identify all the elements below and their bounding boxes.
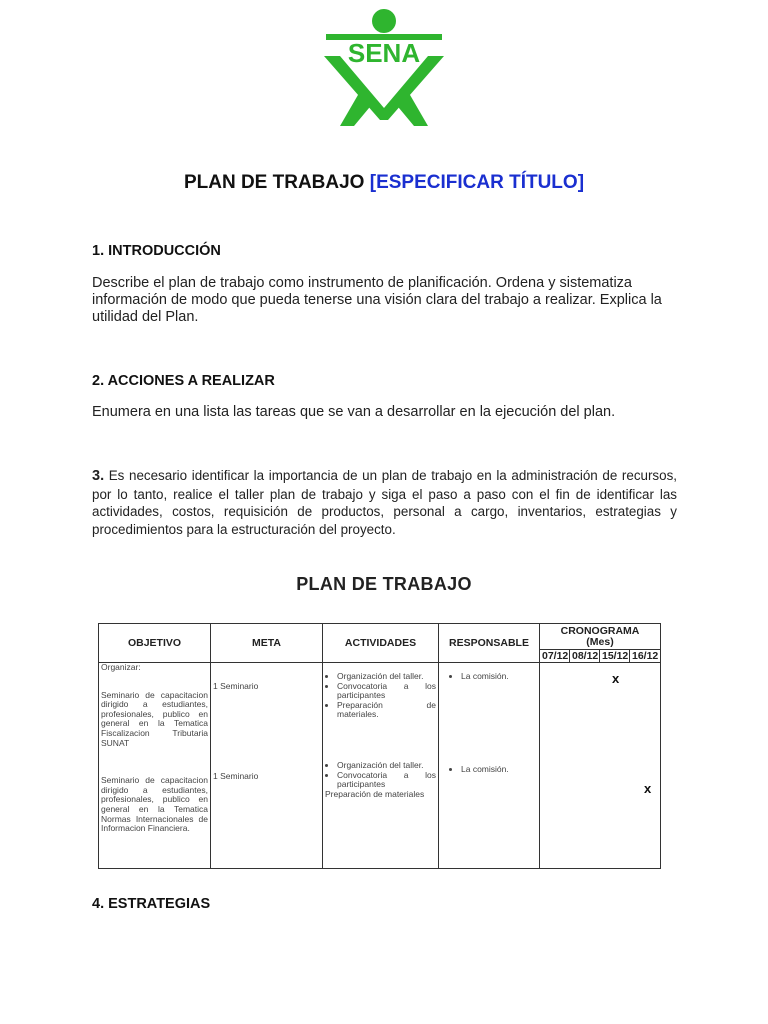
header-objetivo: OBJETIVO: [99, 624, 211, 663]
actividad-item: • Convocatoria a los participantes: [337, 771, 436, 790]
cronograma-mes: (Mes): [586, 635, 614, 648]
plan-table: [98, 623, 661, 869]
meta-cell: [211, 663, 323, 869]
section-1-heading: 1. INTRODUCCIÓN: [92, 243, 221, 259]
header-cronograma: [540, 624, 661, 650]
section-2-text: Enumera en una lista las tareas que se van a desarrollar en la ejecución del plan.: [92, 404, 616, 420]
logo-wordmark: SENA: [347, 38, 421, 68]
header-responsable: RESPONSABLE: [439, 624, 540, 663]
date-header: 07/12: [540, 650, 570, 663]
section-2-heading: 2. ACCIONES A REALIZAR: [92, 373, 275, 389]
organizar-label: Organizar:: [101, 662, 141, 672]
cronograma-label: CRONOGRAMA: [560, 624, 640, 637]
title-main: PLAN DE TRABAJO: [183, 172, 365, 193]
responsable-row-1: [441, 672, 537, 682]
section-1-text: Describe el plan de trabajo como instrumento de planificación. Ordena y sistematiza información de modo que pueda tenerse una visión clara del trabajo a realizar. Explica la utilidad del Plan.: [92, 275, 662, 325]
schedule-mark-row-2: x: [644, 781, 652, 796]
objetivo-row-1: Seminario de capacitacion dirigido a estudiantes, profesionales, publico en general en la Tematica Fiscalizacion Tributaria SUNAT: [101, 689, 208, 748]
actividades-cell: [323, 663, 439, 869]
plan-table-title: PLAN DE TRABAJO: [296, 574, 472, 594]
meta-row-1: 1 Seminario: [213, 681, 259, 691]
date-header: 16/12: [630, 650, 661, 663]
section-3-number: 3.: [92, 468, 105, 484]
actividad-item: • Convocatoria a los participantes: [337, 682, 436, 701]
meta-row-2: 1 Seminario: [213, 770, 259, 781]
sena-logo: [322, 8, 446, 126]
actividad-item: • Organización del taller.: [337, 672, 436, 682]
section-3-body: Es necesario identificar la importancia de un plan de trabajo en la administración de recursos, por lo tanto, realice el taller plan de trabajo y siga el paso a paso con el fin de identificar las actividades, costos, requisición de productos, personal a cargo, inventarios, estrategias y procedimientos para la estructuración del proyecto.: [92, 468, 677, 537]
actividades-row-2: [325, 761, 436, 790]
responsable-item: • La comisión.: [461, 765, 537, 775]
document-title: [0, 172, 768, 194]
section-3-text: [92, 467, 677, 538]
responsable-row-2: [441, 765, 537, 775]
actividad-item: • Preparación de materiales.: [337, 701, 436, 720]
actividades-row-1: [325, 672, 436, 720]
title-placeholder: [ESPECIFICAR TÍTULO]: [369, 172, 585, 193]
responsable-item: • La comisión.: [461, 672, 537, 682]
date-header: 15/12: [600, 650, 630, 663]
header-actividades: ACTIVIDADES: [323, 624, 439, 663]
date-header: 08/12: [570, 650, 600, 663]
section-4-heading: 4. ESTRATEGIAS: [92, 896, 211, 912]
cronograma-cell: [540, 663, 661, 869]
responsable-cell: [439, 663, 540, 869]
schedule-mark-row-1: x: [612, 671, 620, 686]
objetivo-cell: [99, 663, 211, 869]
header-meta: META: [211, 624, 323, 663]
actividad-item: • Organización del taller.: [337, 761, 436, 771]
actividad-extra: Preparación de materiales: [325, 788, 425, 799]
objetivo-row-2: Seminario de capacitacion dirigido a estudiantes, profesionales, publico en general en la Tematica Normas Internacionales de Informacion Financiera.: [101, 775, 208, 834]
